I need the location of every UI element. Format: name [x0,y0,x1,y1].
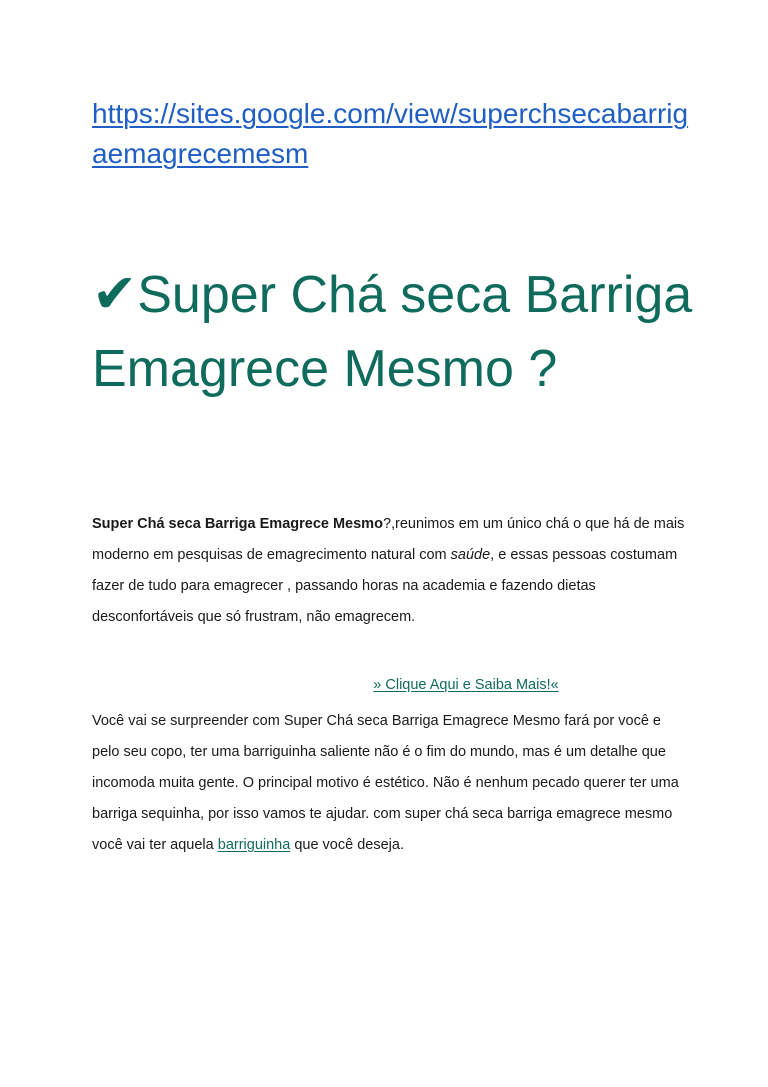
check-mark-icon: ✔ [92,262,138,325]
barriguinha-link[interactable]: barriguinha [217,837,291,853]
body-paragraph [92,706,692,861]
site-url-link[interactable]: https://sites.google.com/view/superchsecabarrigaemagrecemesm [92,98,689,169]
intro-paragraph [92,509,692,633]
intro-bold-lead: Super Chá seca Barriga Emagrece Mesmo [92,516,383,532]
intro-text-part1: ?,reunimos em um único chá o que há de mais moderno em pesquisas de emagrecimento natural com [92,516,685,563]
page-title [92,257,712,406]
learn-more-link[interactable]: » Clique Aqui e Saiba Mais!« [373,677,559,693]
intro-text-part2: , e essas pessoas costumam fazer de tudo para emagrecer , passando horas na academia e fazendo dietas desconfortáveis que só frustram, não emagrecem. [92,547,678,625]
intro-italic-word: saúde [450,547,491,563]
cta-container [92,670,692,701]
body-text-part2: que você deseja. [290,837,404,853]
page-title-text: Super Chá seca Barriga Emagrece Mesmo ? [92,266,693,398]
body-text-part1: Você vai se surpreender com Super Chá seca Barriga Emagrece Mesmo fará por você e pelo seu copo, ter uma barriguinha saliente não é o fim do mundo, mas é um detalhe que incomoda muita gente. O principal motivo é estético. Não é nenhum pecado querer ter uma barriga sequinha, por isso vamos te ajudar. com super chá seca barriga emagrece mesmo você vai ter aquela [92,713,679,853]
